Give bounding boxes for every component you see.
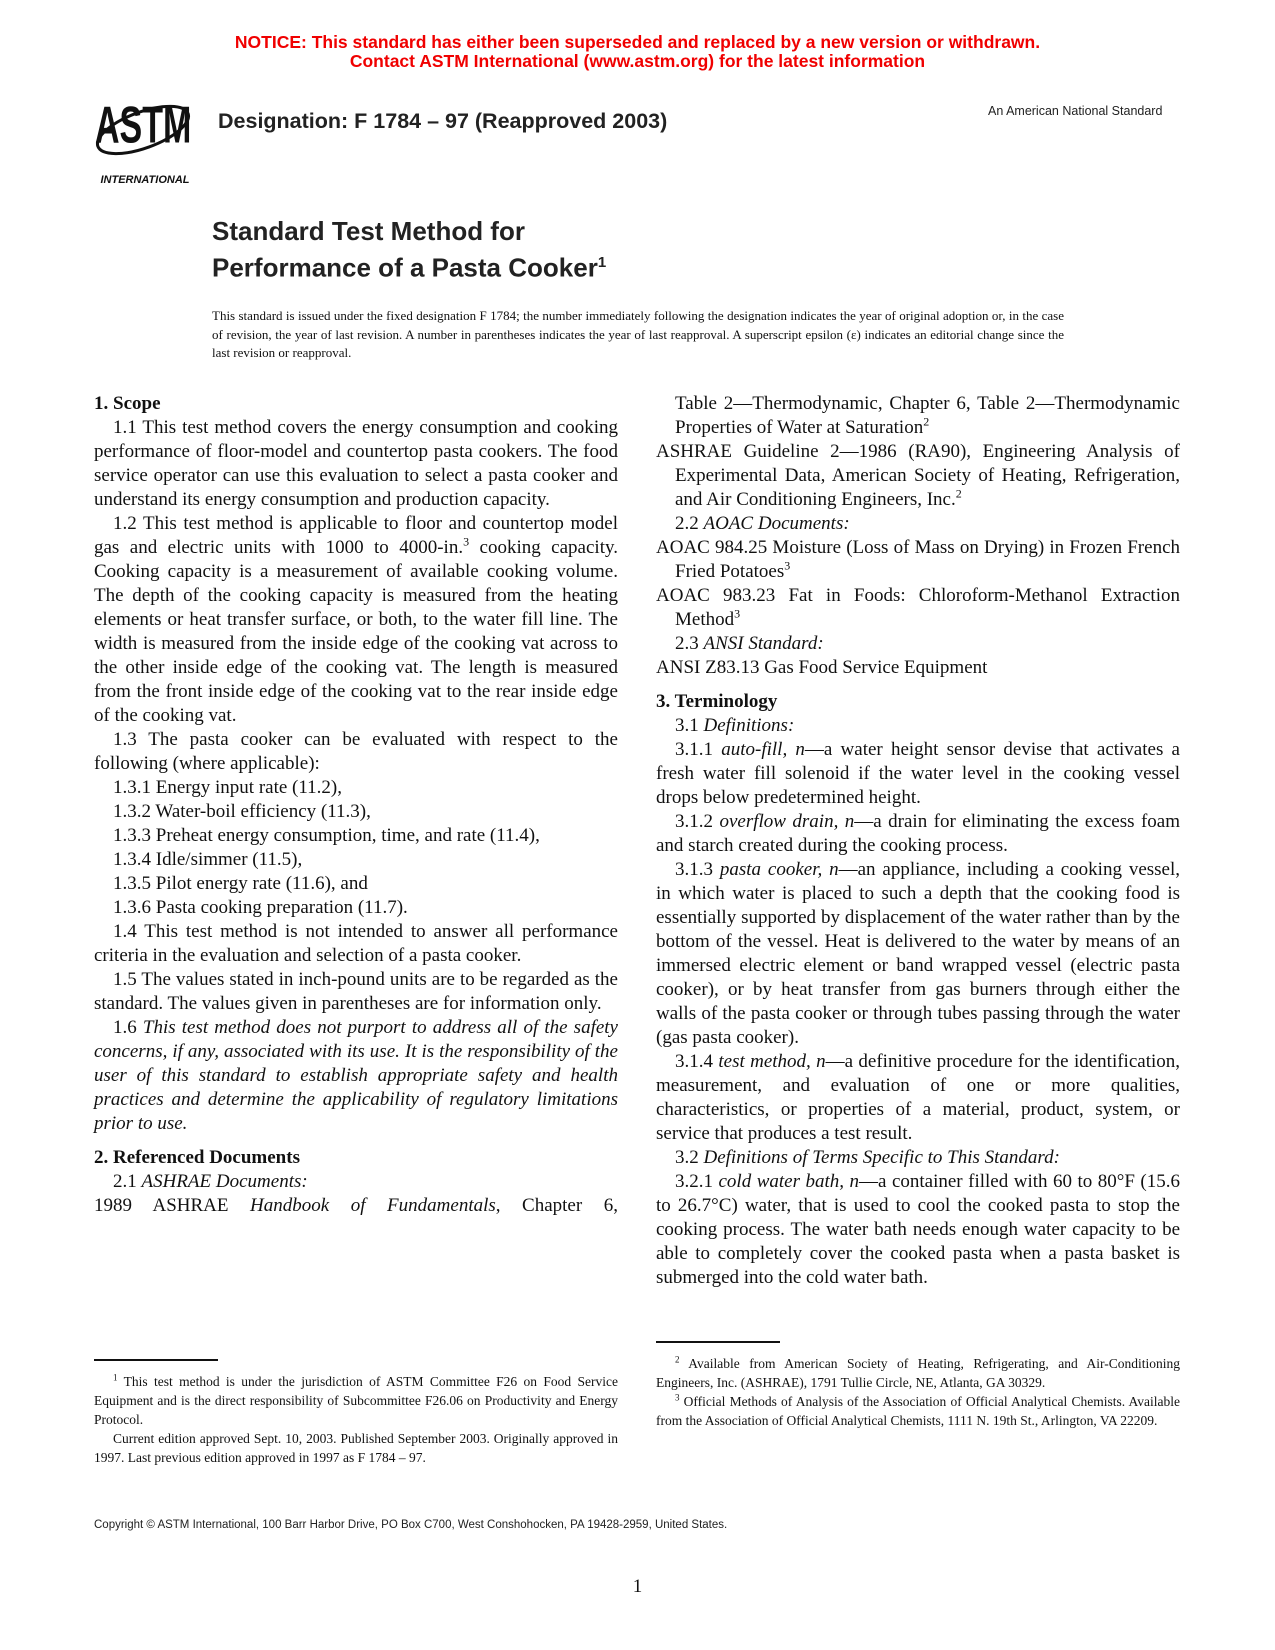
paragraph-1-2 bbox=[94, 512, 618, 728]
term: cold water bath, n bbox=[718, 1171, 860, 1192]
text: AOAC 983.23 Fat in Foods: Chloroform-Methanol Extraction Method bbox=[656, 585, 1180, 630]
list-item: 1.3.4 Idle/simmer (11.5), bbox=[113, 849, 303, 870]
definition-pasta-cooker bbox=[656, 858, 1180, 1050]
list-item: 1.3.5 Pilot energy rate (11.6), and bbox=[113, 873, 368, 894]
footnote-ref: 1 bbox=[597, 254, 607, 271]
designation: Designation: F 1784 – 97 (Reapproved 2003) bbox=[218, 109, 668, 133]
page-number: 1 bbox=[632, 1576, 643, 1597]
reference-aoac-984 bbox=[656, 536, 1180, 584]
definition-auto-fill bbox=[656, 738, 1180, 810]
term: auto-fill, n bbox=[721, 739, 805, 760]
list-item: 1.3.3 Preheat energy consumption, time, and rate (11.4), bbox=[113, 825, 540, 846]
title-text: Performance of a Pasta Cooker bbox=[212, 252, 598, 283]
footnote-2 bbox=[656, 1354, 1180, 1392]
footnote-number: 3 bbox=[675, 1392, 680, 1403]
number: 1.6 bbox=[113, 1017, 143, 1038]
safety-caveat: This test method does not purport to address all of the safety concerns, if any, associated with its use. It is the responsibility of the user of this standard to establish appropriate safety and health practices and determine the applicability of regulatory limitations prior to use. bbox=[94, 1017, 618, 1134]
footnote-divider-left bbox=[94, 1359, 218, 1361]
text: Available from American Society of Heating, Refrigerating, and Air-Conditioning Engineers, Inc. (ASHRAE), 1791 Tullie Circle, NE, Atlanta, GA 30329. bbox=[656, 1356, 1180, 1390]
section-heading-scope: 1. Scope bbox=[94, 393, 161, 414]
text: Official Methods of Analysis of the Association of Official Analytical Chemists. Available from the Association of Official Analytical Chemists, 1111 N. 19th St., Arlington, VA 22209. bbox=[656, 1394, 1180, 1428]
text: 1.2 This test method is applicable to floor and countertop model gas and electric units with 1000 to 4000-in. bbox=[94, 513, 618, 558]
definition: —a container filled with 60 to 80°F (15.6 to 26.7°C) water, that is used to cool the cooked pasta to stop the cooking process. The water bath needs enough water capacity to be able to completely cover the cooked pasta when a pasta basket is submerged into the cold water bath. bbox=[656, 1171, 1180, 1288]
definition: —an appliance, including a cooking vessel, in which water is placed to such a depth that the cooking food is essentially supported by displacement of the water rather than by the bottom of the vessel. Heat is delivered to the water by means of an immersed electric element or band wrapped vessel (electric pasta cooker), or by heat transfer from gas burners through either the walls of the pasta cooker or through tubes passing through the water (gas pasta cooker). bbox=[656, 859, 1181, 1048]
subheading: ASHRAE Documents: bbox=[141, 1171, 308, 1192]
paragraph-1-1: 1.1 This test method covers the energy consumption and cooking performance of floor-model and countertop pasta cookers. The food service operator can use this evaluation to select a pasta cooker and understand its energy consumption and production capacity. bbox=[94, 417, 618, 510]
footnote-divider-right bbox=[656, 1341, 780, 1343]
text: , Chapter 6, bbox=[495, 1195, 618, 1216]
superscript: 3 bbox=[463, 534, 470, 549]
svg-text:ASTM: ASTM bbox=[94, 96, 192, 155]
section-heading-referenced-documents: 2. Referenced Documents bbox=[94, 1147, 300, 1168]
book-title: Handbook of Fundamentals bbox=[250, 1195, 496, 1216]
supersession-notice bbox=[0, 33, 1275, 71]
number: 2.3 bbox=[675, 633, 704, 654]
term: pasta cooker, n bbox=[719, 859, 839, 880]
definition: —a drain for eliminating the excess foam and starch created during the cooking process. bbox=[656, 811, 1180, 856]
section-heading-terminology: 3. Terminology bbox=[656, 691, 778, 712]
list-item: 1.3.6 Pasta cooking preparation (11.7). bbox=[113, 897, 408, 918]
text: 1989 ASHRAE bbox=[94, 1195, 251, 1216]
number: 3.1.4 bbox=[675, 1051, 719, 1072]
footnote-number: 2 bbox=[675, 1354, 680, 1365]
superscript: 3 bbox=[734, 606, 741, 621]
document-title bbox=[212, 216, 606, 284]
svg-text:INTERNATIONAL: INTERNATIONAL bbox=[100, 174, 190, 186]
paragraph-1-4: 1.4 This test method is not intended to answer all performance criteria in the evaluation and selection of a pasta cooker. bbox=[94, 921, 618, 966]
subheading: AOAC Documents: bbox=[703, 513, 850, 534]
paragraph-2-1 bbox=[94, 1170, 618, 1194]
notice-line-2: Contact ASTM International (www.astm.org) for the latest information bbox=[349, 51, 926, 71]
text: Table 2—Thermodynamic, Chapter 6, Table 2—Thermodynamic Properties of Water at Saturation bbox=[675, 393, 1180, 438]
paragraph-2-2 bbox=[656, 512, 1180, 536]
reference-ashrae-guideline bbox=[656, 440, 1180, 512]
paragraph-1-3: 1.3 The pasta cooker can be evaluated with respect to the following (where applicable): bbox=[94, 729, 618, 774]
superscript: 2 bbox=[955, 486, 962, 501]
subheading: ANSI Standard: bbox=[703, 633, 824, 654]
paragraph-3-2 bbox=[656, 1146, 1180, 1170]
number: 2.1 bbox=[113, 1171, 142, 1192]
reference-aoac-983 bbox=[656, 584, 1180, 632]
superscript: 3 bbox=[784, 558, 791, 573]
definition-cold-water-bath bbox=[656, 1170, 1180, 1290]
text: cooking capacity. Cooking capacity is a measurement of available cooking volume. The depth of the cooking capacity is measured from the heating elements or heat transfer surface, or both, to the water fill line. The width is measured from the inside edge of the cooking vat across to the other inside edge of the cooking vat. The length is measured from the front inside edge of the cooking vat to the rear inside edge of the cooking vat. bbox=[94, 537, 618, 726]
number: 3.1 bbox=[675, 715, 704, 736]
title-line-1: Standard Test Method for bbox=[212, 216, 525, 246]
footnote-1-edition: Current edition approved Sept. 10, 2003. Published September 2003. Originally approved in 1997. Last previous edition approved in 1997 as F 1784 – 97. bbox=[94, 1431, 618, 1465]
number: 3.1.3 bbox=[675, 859, 720, 880]
number: 3.2 bbox=[675, 1147, 704, 1168]
preamble: This standard is issued under the fixed designation F 1784; the number immediately following the designation indicates the year of original adoption or, in the case of revision, the year of last revision. A number in parentheses indicates the year of last reapproval. A superscript epsilon (ε) indicates an editorial change since the last revision or reapproval. bbox=[212, 308, 1064, 360]
footnote-number: 1 bbox=[113, 1372, 118, 1383]
american-national-standard-label: An American National Standard bbox=[988, 104, 1163, 118]
footnote-1 bbox=[94, 1372, 618, 1429]
footnote-3 bbox=[656, 1392, 1180, 1430]
term: overflow drain, n bbox=[719, 811, 855, 832]
right-column bbox=[656, 392, 1180, 1290]
paragraph-1-5: 1.5 The values stated in inch-pound units are to be regarded as the standard. The values given in parentheses are for information only. bbox=[94, 969, 618, 1014]
reference-ashrae-handbook-continued bbox=[656, 392, 1180, 440]
number: 3.1.2 bbox=[675, 811, 720, 832]
subheading: Definitions of Terms Specific to This Standard: bbox=[703, 1147, 1060, 1168]
reference-ashrae-handbook bbox=[94, 1194, 618, 1218]
number: 2.2 bbox=[675, 513, 704, 534]
text: This test method is under the jurisdiction of ASTM Committee F26 on Food Service Equipment and is the direct responsibility of Subcommittee F26.06 on Productivity and Energy Protocol. bbox=[94, 1374, 618, 1427]
paragraph-2-3 bbox=[656, 632, 1180, 656]
paragraph-3-1 bbox=[656, 714, 1180, 738]
superscript: 2 bbox=[923, 414, 930, 429]
text: ASHRAE Guideline 2—1986 (RA90), Engineering Analysis of Experimental Data, American Society of Heating, Refrigeration, and Air Conditioning Engineers, Inc. bbox=[656, 441, 1180, 510]
number: 3.2.1 bbox=[675, 1171, 719, 1192]
list-item: 1.3.2 Water-boil efficiency (11.3), bbox=[113, 801, 371, 822]
astm-logo bbox=[93, 92, 203, 187]
footnotes-left bbox=[94, 1372, 618, 1467]
notice-line-1: NOTICE: This standard has either been superseded and replaced by a new version or withdrawn. bbox=[234, 32, 1041, 52]
term: test method, n bbox=[718, 1051, 826, 1072]
number: 3.1.1 bbox=[675, 739, 722, 760]
footnotes-right bbox=[656, 1354, 1180, 1430]
definition-overflow-drain bbox=[656, 810, 1180, 858]
reference-ansi: ANSI Z83.13 Gas Food Service Equipment bbox=[656, 657, 988, 678]
subheading: Definitions: bbox=[703, 715, 795, 736]
left-column bbox=[94, 392, 618, 1218]
paragraph-1-6 bbox=[94, 1016, 618, 1136]
title-line-2 bbox=[212, 247, 606, 284]
definition-test-method bbox=[656, 1050, 1180, 1146]
definition: —a water height sensor devise that activates a fresh water fill solenoid if the water level in the cooking vessel drops below predetermined height. bbox=[656, 739, 1180, 808]
definition: —a definitive procedure for the identification, measurement, and evaluation of one or more qualities, characteristics, or properties of a material, product, system, or service that produces a test result. bbox=[656, 1051, 1180, 1144]
list-item: 1.3.1 Energy input rate (11.2), bbox=[113, 777, 343, 798]
text: AOAC 984.25 Moisture (Loss of Mass on Drying) in Frozen French Fried Potatoes bbox=[656, 537, 1180, 582]
copyright: Copyright © ASTM International, 100 Barr Harbor Drive, PO Box C700, West Conshohocken, PA 19428-2959, United States. bbox=[94, 1519, 728, 1531]
